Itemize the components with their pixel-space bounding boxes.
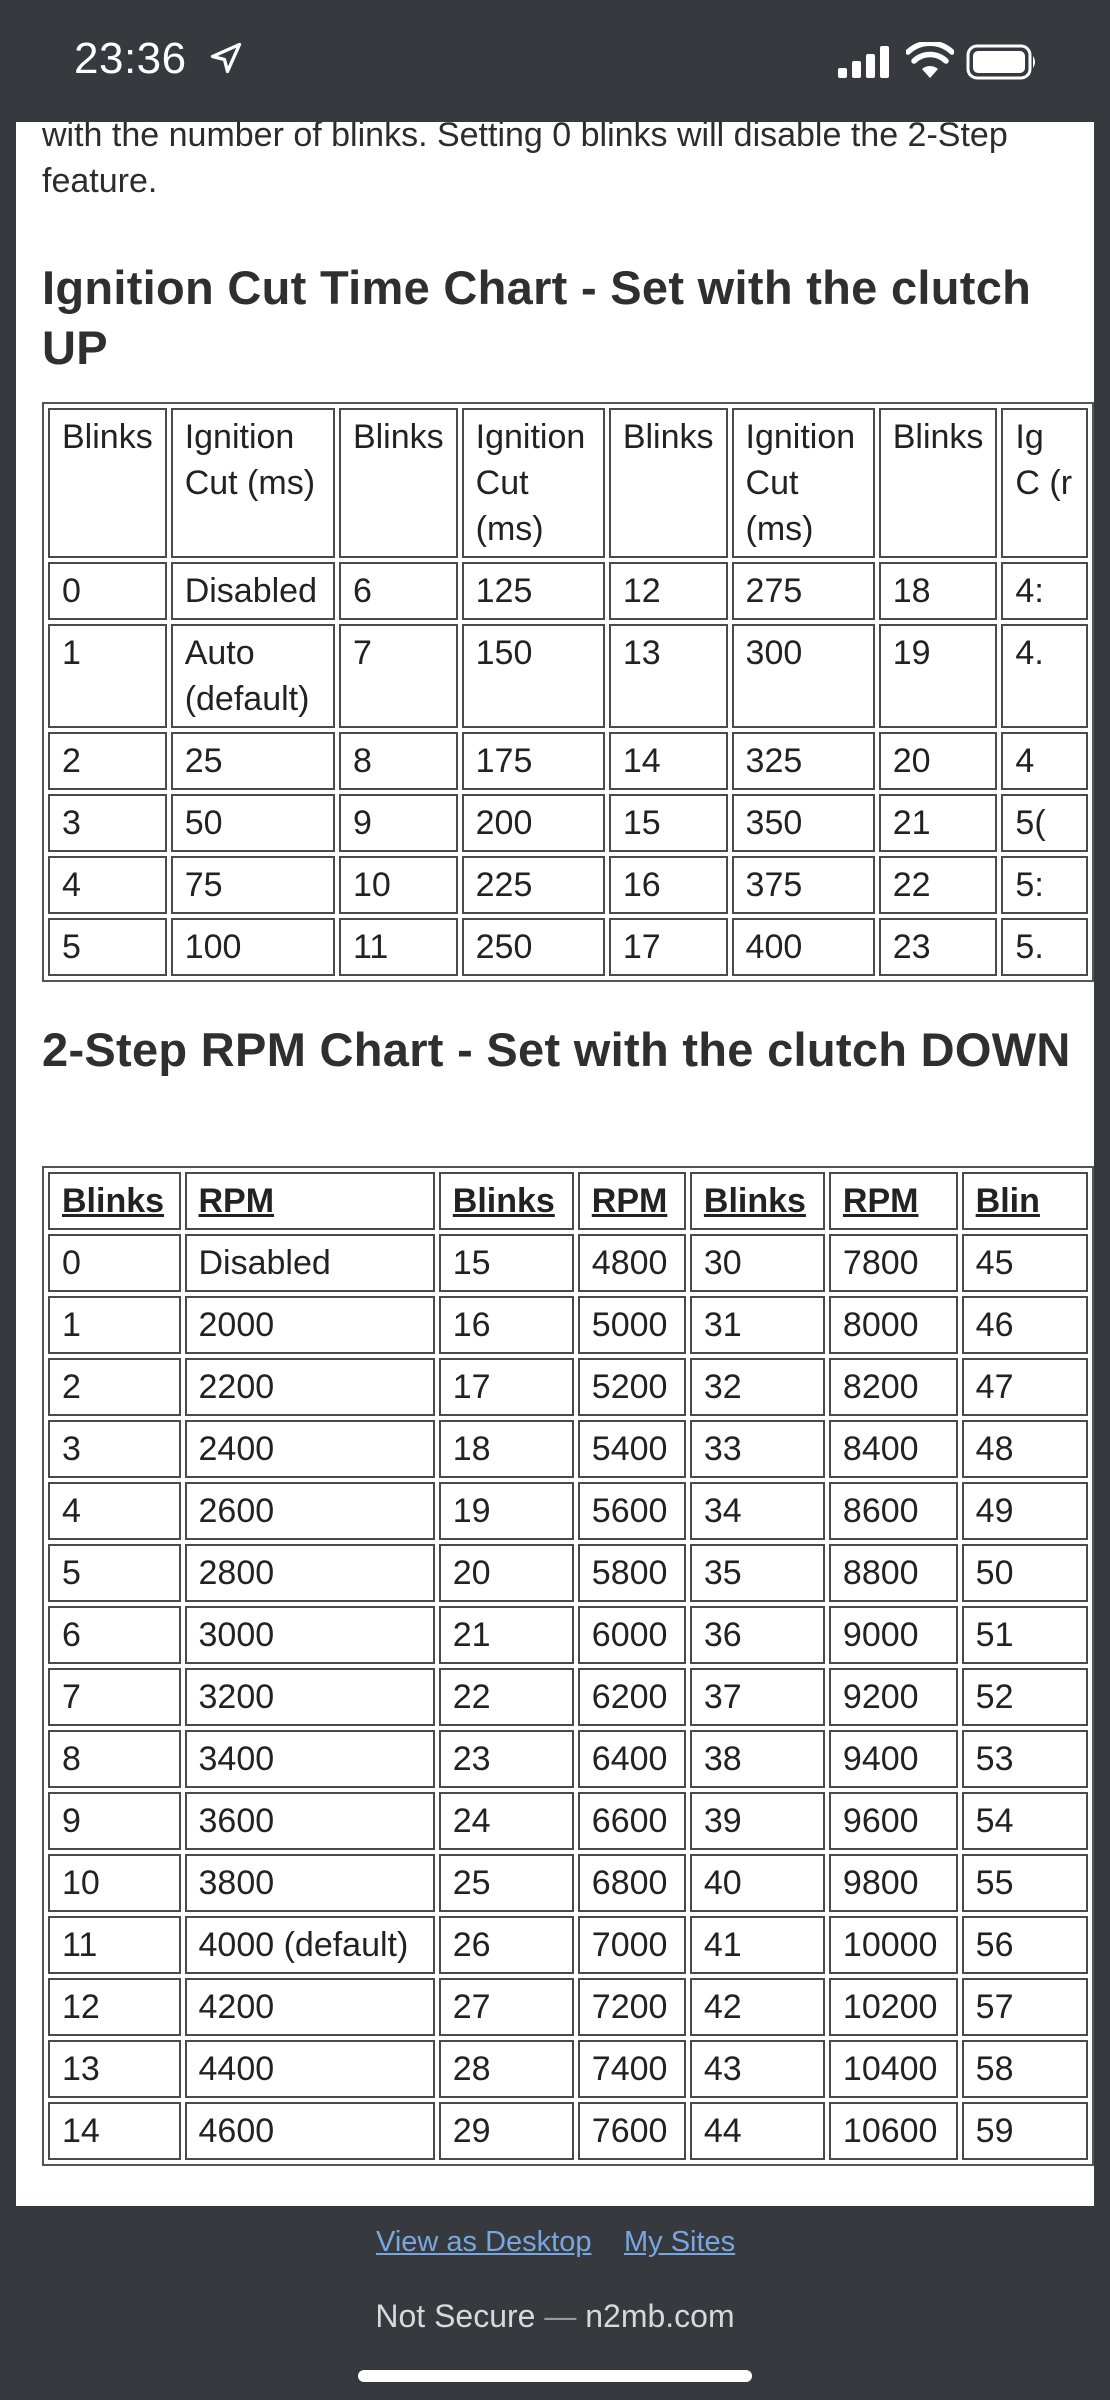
wifi-icon <box>906 42 954 80</box>
table-row <box>48 1978 1088 2036</box>
table-cell: 52 <box>962 1668 1088 1726</box>
table-cell: 2600 <box>185 1482 435 1540</box>
table-cell: 250 <box>462 918 605 976</box>
table-cell: 225 <box>462 856 605 914</box>
column-header: Blinks <box>48 408 167 558</box>
table-cell: 0 <box>48 562 167 620</box>
table-row <box>48 1544 1088 1602</box>
table-row <box>48 1420 1088 1478</box>
table-cell: 23 <box>439 1730 574 1788</box>
table-header-row <box>48 408 1088 558</box>
table-cell: 36 <box>690 1606 825 1664</box>
table-row <box>48 1854 1088 1912</box>
column-header: Ignition Cut (ms) <box>462 408 605 558</box>
intro-paragraph: with the number of blinks. Setting 0 blinks will disable the 2-Step feature. <box>42 122 1008 200</box>
table-cell: 41 <box>690 1916 825 1974</box>
table-cell: 4 <box>1001 732 1088 790</box>
security-status: Not Secure <box>375 2298 536 2334</box>
table-cell: 200 <box>462 794 605 852</box>
table-cell: 9600 <box>829 1792 958 1850</box>
cellular-signal-icon <box>838 46 894 78</box>
table-cell: 9400 <box>829 1730 958 1788</box>
column-header: Ignition Cut (ms) <box>171 408 335 558</box>
table-cell: 4 <box>48 856 167 914</box>
table-cell: 20 <box>879 732 998 790</box>
table-cell: 18 <box>879 562 998 620</box>
status-time: 23:36 <box>74 34 187 83</box>
table-cell: 49 <box>962 1482 1088 1540</box>
table-cell: 7400 <box>578 2040 686 2098</box>
table-cell: 15 <box>439 1234 574 1292</box>
ignition-cut-table <box>42 402 1094 982</box>
table-cell: 5: <box>1001 856 1088 914</box>
column-header: RPM <box>578 1172 686 1230</box>
table-cell: 39 <box>690 1792 825 1850</box>
status-bar <box>0 0 1110 122</box>
table-cell: 6000 <box>578 1606 686 1664</box>
table-cell: 6 <box>339 562 458 620</box>
column-header: Blinks <box>48 1172 181 1230</box>
table-cell: 3 <box>48 1420 181 1478</box>
table-cell: 2 <box>48 1358 181 1416</box>
table-cell: 22 <box>439 1668 574 1726</box>
table-cell: 2 <box>48 732 167 790</box>
table-cell: 33 <box>690 1420 825 1478</box>
table-cell: 8000 <box>829 1296 958 1354</box>
column-header: Blinks <box>690 1172 825 1230</box>
table-cell: 11 <box>339 918 458 976</box>
table-cell: 19 <box>879 624 998 728</box>
table-cell: 22 <box>879 856 998 914</box>
table-cell: 2000 <box>185 1296 435 1354</box>
table-row <box>48 1916 1088 1974</box>
table-cell: 17 <box>609 918 728 976</box>
column-header: Blinks <box>879 408 998 558</box>
table-cell: 12 <box>609 562 728 620</box>
ignition-chart-heading: Ignition Cut Time Chart - Set with the clutch UP <box>42 261 1032 374</box>
table-cell: 325 <box>732 732 875 790</box>
column-header: Ignition Cut (ms) <box>732 408 875 558</box>
table-cell: 21 <box>879 794 998 852</box>
table-cell: 5600 <box>578 1482 686 1540</box>
table-cell: 19 <box>439 1482 574 1540</box>
table-cell: 5000 <box>578 1296 686 1354</box>
table-cell: 9000 <box>829 1606 958 1664</box>
table-cell: 27 <box>439 1978 574 2036</box>
table-cell: 40 <box>690 1854 825 1912</box>
table-cell: 21 <box>439 1606 574 1664</box>
table-cell: 57 <box>962 1978 1088 2036</box>
table-cell: 2200 <box>185 1358 435 1416</box>
table-cell: 20 <box>439 1544 574 1602</box>
table-cell: 17 <box>439 1358 574 1416</box>
table-cell: 6 <box>48 1606 181 1664</box>
table-row <box>48 1296 1088 1354</box>
table-row <box>48 1792 1088 1850</box>
table-cell: 4. <box>1001 624 1088 728</box>
table-cell: 4600 <box>185 2102 435 2160</box>
table-cell: 56 <box>962 1916 1088 1974</box>
table-cell: 32 <box>690 1358 825 1416</box>
table-cell: 6400 <box>578 1730 686 1788</box>
table-row <box>48 1358 1088 1416</box>
table-cell: 1 <box>48 624 167 728</box>
table-row <box>48 1234 1088 1292</box>
table-cell: 5 <box>48 1544 181 1602</box>
web-page[interactable] <box>16 122 1094 2206</box>
table-cell: 4800 <box>578 1234 686 1292</box>
domain-text: n2mb.com <box>585 2298 735 2334</box>
column-header: Blinks <box>439 1172 574 1230</box>
table-cell: Auto (default) <box>171 624 335 728</box>
table-cell: 10 <box>48 1854 181 1912</box>
table-row <box>48 856 1088 914</box>
table-cell: 3000 <box>185 1606 435 1664</box>
table-cell: 10000 <box>829 1916 958 1974</box>
table-cell: 4: <box>1001 562 1088 620</box>
column-header: Blin <box>962 1172 1088 1230</box>
table-cell: 28 <box>439 2040 574 2098</box>
column-header: Blinks <box>339 408 458 558</box>
table-cell: 7 <box>48 1668 181 1726</box>
table-cell: 9200 <box>829 1668 958 1726</box>
table-cell: 400 <box>732 918 875 976</box>
column-header: Blinks <box>609 408 728 558</box>
table-cell: 3 <box>48 794 167 852</box>
browser-bottom-bar <box>0 2206 1110 2400</box>
table-cell: 13 <box>609 624 728 728</box>
table-cell: 35 <box>690 1544 825 1602</box>
table-cell: 34 <box>690 1482 825 1540</box>
table-cell: 125 <box>462 562 605 620</box>
table-cell: 6200 <box>578 1668 686 1726</box>
location-arrow-icon <box>208 40 244 76</box>
table-row <box>48 1606 1088 1664</box>
table-cell: 0 <box>48 1234 181 1292</box>
table-cell: 4200 <box>185 1978 435 2036</box>
table-cell: 8800 <box>829 1544 958 1602</box>
table-cell: 23 <box>879 918 998 976</box>
table-row <box>48 1482 1088 1540</box>
home-indicator[interactable] <box>358 2370 752 2382</box>
table-cell: 42 <box>690 1978 825 2036</box>
rpm-table <box>42 1166 1094 2166</box>
battery-icon <box>966 44 1038 80</box>
table-cell: 5( <box>1001 794 1088 852</box>
table-cell: 2400 <box>185 1420 435 1478</box>
table-row <box>48 2102 1088 2160</box>
table-cell: 10 <box>339 856 458 914</box>
table-cell: 75 <box>171 856 335 914</box>
table-cell: 175 <box>462 732 605 790</box>
table-cell: 29 <box>439 2102 574 2160</box>
table-cell: 5800 <box>578 1544 686 1602</box>
table-cell: 46 <box>962 1296 1088 1354</box>
table-cell: 7 <box>339 624 458 728</box>
table-cell: 38 <box>690 1730 825 1788</box>
table-cell: 25 <box>171 732 335 790</box>
table-cell: 45 <box>962 1234 1088 1292</box>
table-cell: 5200 <box>578 1358 686 1416</box>
table-row <box>48 562 1088 620</box>
column-header: RPM <box>185 1172 435 1230</box>
table-cell: 5 <box>48 918 167 976</box>
rpm-chart-heading: 2-Step RPM Chart - Set with the clutch DOWN <box>42 1023 1071 1076</box>
table-row <box>48 1668 1088 1726</box>
table-cell: 4400 <box>185 2040 435 2098</box>
table-cell: 2800 <box>185 1544 435 1602</box>
table-cell: 5. <box>1001 918 1088 976</box>
table-cell: 10400 <box>829 2040 958 2098</box>
table-cell: 9 <box>339 794 458 852</box>
table-cell: 10600 <box>829 2102 958 2160</box>
table-row <box>48 624 1088 728</box>
table-cell: 8600 <box>829 1482 958 1540</box>
table-cell: 58 <box>962 2040 1088 2098</box>
table-cell: 300 <box>732 624 875 728</box>
column-header: RPM <box>829 1172 958 1230</box>
table-cell: 4 <box>48 1482 181 1540</box>
table-cell: 7000 <box>578 1916 686 1974</box>
table-cell: 8200 <box>829 1358 958 1416</box>
table-cell: 3600 <box>185 1792 435 1850</box>
table-row <box>48 2040 1088 2098</box>
view-as-desktop-link[interactable]: View as Desktop <box>376 2226 592 2258</box>
table-row <box>48 918 1088 976</box>
table-cell: 7200 <box>578 1978 686 2036</box>
table-cell: 375 <box>732 856 875 914</box>
table-cell: 8400 <box>829 1420 958 1478</box>
table-cell: 150 <box>462 624 605 728</box>
table-cell: 18 <box>439 1420 574 1478</box>
table-cell: 4000 (default) <box>185 1916 435 1974</box>
table-cell: 275 <box>732 562 875 620</box>
table-cell: 7600 <box>578 2102 686 2160</box>
table-header-row <box>48 1172 1088 1230</box>
table-cell: 24 <box>439 1792 574 1850</box>
table-cell: 350 <box>732 794 875 852</box>
table-cell: 55 <box>962 1854 1088 1912</box>
table-cell: 6600 <box>578 1792 686 1850</box>
table-cell: 13 <box>48 2040 181 2098</box>
table-cell: 50 <box>171 794 335 852</box>
table-cell: 25 <box>439 1854 574 1912</box>
table-cell: 15 <box>609 794 728 852</box>
table-cell: 5400 <box>578 1420 686 1478</box>
table-row <box>48 794 1088 852</box>
table-cell: 44 <box>690 2102 825 2160</box>
table-cell: Disabled <box>171 562 335 620</box>
table-cell: 26 <box>439 1916 574 1974</box>
table-cell: 47 <box>962 1358 1088 1416</box>
table-cell: 6800 <box>578 1854 686 1912</box>
table-row <box>48 1730 1088 1788</box>
table-cell: 1 <box>48 1296 181 1354</box>
table-cell: 37 <box>690 1668 825 1726</box>
table-cell: 8 <box>48 1730 181 1788</box>
table-cell: 31 <box>690 1296 825 1354</box>
table-cell: 3800 <box>185 1854 435 1912</box>
table-cell: 48 <box>962 1420 1088 1478</box>
table-cell: 9800 <box>829 1854 958 1912</box>
table-cell: 50 <box>962 1544 1088 1602</box>
column-header: Ig C (r <box>1001 408 1088 558</box>
table-cell: 12 <box>48 1978 181 2036</box>
table-cell: 10200 <box>829 1978 958 2036</box>
address-bar[interactable] <box>0 2298 1110 2335</box>
table-cell: 59 <box>962 2102 1088 2160</box>
table-cell: 14 <box>609 732 728 790</box>
table-cell: 16 <box>609 856 728 914</box>
table-cell: 54 <box>962 1792 1088 1850</box>
table-cell: 9 <box>48 1792 181 1850</box>
table-cell: Disabled <box>185 1234 435 1292</box>
url-separator: — <box>544 2298 577 2334</box>
table-cell: 43 <box>690 2040 825 2098</box>
table-cell: 51 <box>962 1606 1088 1664</box>
table-cell: 8 <box>339 732 458 790</box>
table-cell: 3400 <box>185 1730 435 1788</box>
table-cell: 3200 <box>185 1668 435 1726</box>
table-row <box>48 732 1088 790</box>
my-sites-link[interactable]: My Sites <box>624 2226 736 2258</box>
table-cell: 53 <box>962 1730 1088 1788</box>
table-cell: 30 <box>690 1234 825 1292</box>
table-cell: 16 <box>439 1296 574 1354</box>
table-cell: 100 <box>171 918 335 976</box>
table-cell: 11 <box>48 1916 181 1974</box>
table-cell: 14 <box>48 2102 181 2160</box>
table-cell: 7800 <box>829 1234 958 1292</box>
